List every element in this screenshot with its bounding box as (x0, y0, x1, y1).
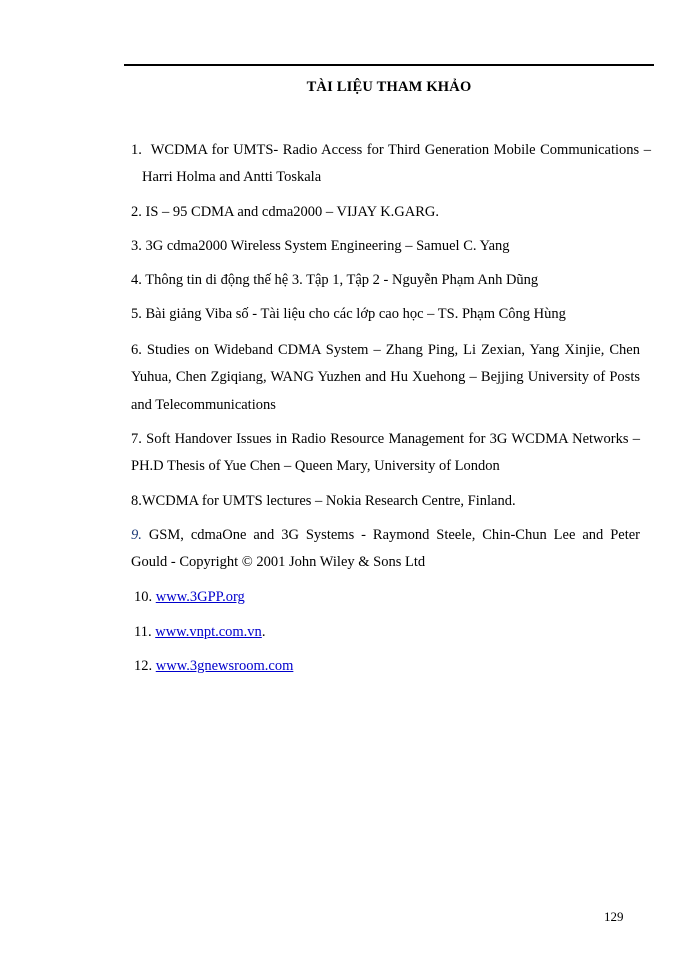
reference-text: Studies on Wideband CDMA System – Zhang Ping, Li Zexian, Yang Xinjie, Chen Yuhua, Chen Zgiqiang, WANG Yuzhen and Hu Xuehong – Bejjing University of Posts and Telecommunications (131, 342, 640, 413)
reference-link[interactable]: www.vnpt.com.vn (155, 624, 262, 640)
reference-item-11 (134, 619, 643, 646)
reference-suffix: . (261, 624, 266, 640)
reference-text: IS – 95 CDMA and cdma2000 – VIJAY K.GARG. (145, 204, 439, 220)
reference-number: 9. (131, 527, 142, 543)
reference-item-10 (134, 584, 643, 611)
reference-number: 10. (134, 589, 153, 605)
reference-number: 1. (131, 142, 142, 158)
reference-number: 12. (134, 658, 153, 674)
reference-text: Bài giảng Viba số - Tài liệu cho các lớp cao học – TS. Phạm Công Hùng (145, 306, 566, 322)
reference-link[interactable]: www.3GPP.org (155, 589, 245, 605)
reference-item-5 (131, 301, 640, 328)
reference-item-3 (131, 233, 640, 260)
reference-text: WCDMA for UMTS lectures – Nokia Research Centre, Finland. (141, 493, 516, 509)
reference-item-2 (131, 199, 640, 226)
reference-number: 2. (131, 204, 142, 220)
reference-text: GSM, cdmaOne and 3G Systems - Raymond Steele, Chin-Chun Lee and Peter Gould - Copyright © 2001 John Wiley & Sons Ltd (131, 527, 640, 571)
reference-item-7 (131, 426, 640, 481)
header-rule (124, 64, 654, 66)
reference-number: 7. (131, 431, 142, 447)
reference-item-4 (131, 267, 640, 294)
reference-item-6 (131, 337, 640, 419)
reference-number: 3. (131, 238, 142, 254)
reference-number: 11. (134, 624, 152, 640)
reference-text: 3G cdma2000 Wireless System Engineering – Samuel C. Yang (145, 238, 510, 254)
page-number: 129 (604, 909, 624, 924)
reference-item-9 (131, 522, 640, 577)
reference-text: Thông tin di động thế hệ 3. Tập 1, Tập 2 - Nguyễn Phạm Anh Dũng (145, 272, 539, 288)
reference-text: WCDMA for UMTS- Radio Access for Third Generation Mobile Communications – Harri Holma and Antti Toskala (142, 142, 651, 186)
reference-number: 5. (131, 306, 142, 322)
reference-text: Soft Handover Issues in Radio Resource Management for 3G WCDMA Networks – PH.D Thesis of Yue Chen – Queen Mary, University of London (131, 431, 641, 475)
reference-number: 4. (131, 272, 142, 288)
page-title: TÀI LIỆU THAM KHẢO (306, 79, 472, 95)
reference-number: 8. (131, 493, 142, 509)
reference-number: 6. (131, 342, 142, 358)
reference-item-8 (131, 488, 640, 515)
reference-item-12 (134, 653, 643, 680)
reference-link[interactable]: www.3gnewsroom.com (155, 658, 294, 674)
reference-item-1 (131, 137, 651, 192)
